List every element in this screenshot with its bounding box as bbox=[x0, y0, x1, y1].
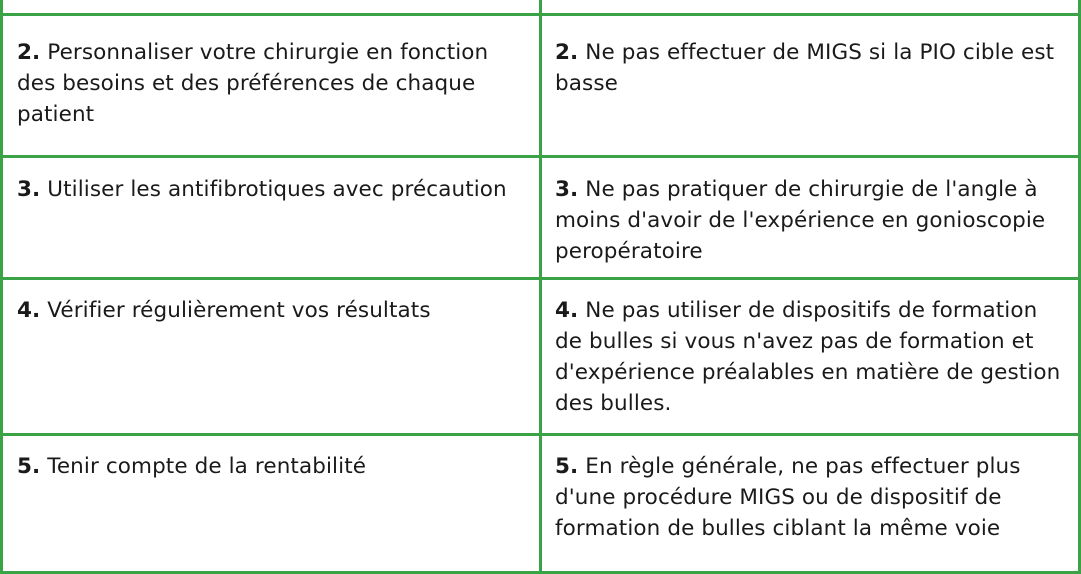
item-number: 3. bbox=[17, 177, 41, 202]
dont-cell bbox=[541, 15, 1080, 157]
table-row bbox=[2, 157, 1080, 279]
table-row-top-cut bbox=[2, 0, 1080, 15]
item-number: 4. bbox=[555, 298, 579, 323]
do-cell bbox=[2, 157, 541, 279]
table-cell-empty bbox=[2, 0, 541, 15]
item-text: Tenir compte de la rentabilité bbox=[47, 454, 367, 479]
item-text: Utiliser les antifibrotiques avec précaution bbox=[47, 177, 507, 202]
dont-cell bbox=[541, 435, 1080, 573]
item-text: Vérifier régulièrement vos résultats bbox=[47, 298, 431, 323]
table-row bbox=[2, 279, 1080, 435]
do-cell bbox=[2, 435, 541, 573]
item-number: 5. bbox=[17, 454, 41, 479]
item-number: 2. bbox=[555, 40, 579, 65]
item-text: Ne pas utiliser de dispositifs de formation de bulles si vous n'avez pas de formation et d'expérience préalables en matière de gestion des bulles. bbox=[555, 298, 1061, 416]
item-text: En règle générale, ne pas effectuer plus d'une procédure MIGS ou de dispositif de formation de bulles ciblant la même voie bbox=[555, 454, 1021, 541]
item-number: 5. bbox=[555, 454, 579, 479]
do-cell bbox=[2, 279, 541, 435]
dont-cell bbox=[541, 157, 1080, 279]
item-text: Personnaliser votre chirurgie en fonction des besoins et des préférences de chaque patient bbox=[17, 40, 489, 127]
item-text: Ne pas effectuer de MIGS si la PIO cible est basse bbox=[555, 40, 1055, 96]
table-cell-empty bbox=[541, 0, 1080, 15]
item-number: 2. bbox=[17, 40, 41, 65]
dont-cell bbox=[541, 279, 1080, 435]
item-number: 3. bbox=[555, 177, 579, 202]
item-text: Ne pas pratiquer de chirurgie de l'angle à moins d'avoir de l'expérience en gonioscopie peropératoire bbox=[555, 177, 1046, 264]
do-cell bbox=[2, 15, 541, 157]
table-row bbox=[2, 435, 1080, 573]
table-row bbox=[2, 15, 1080, 157]
item-number: 4. bbox=[17, 298, 41, 323]
